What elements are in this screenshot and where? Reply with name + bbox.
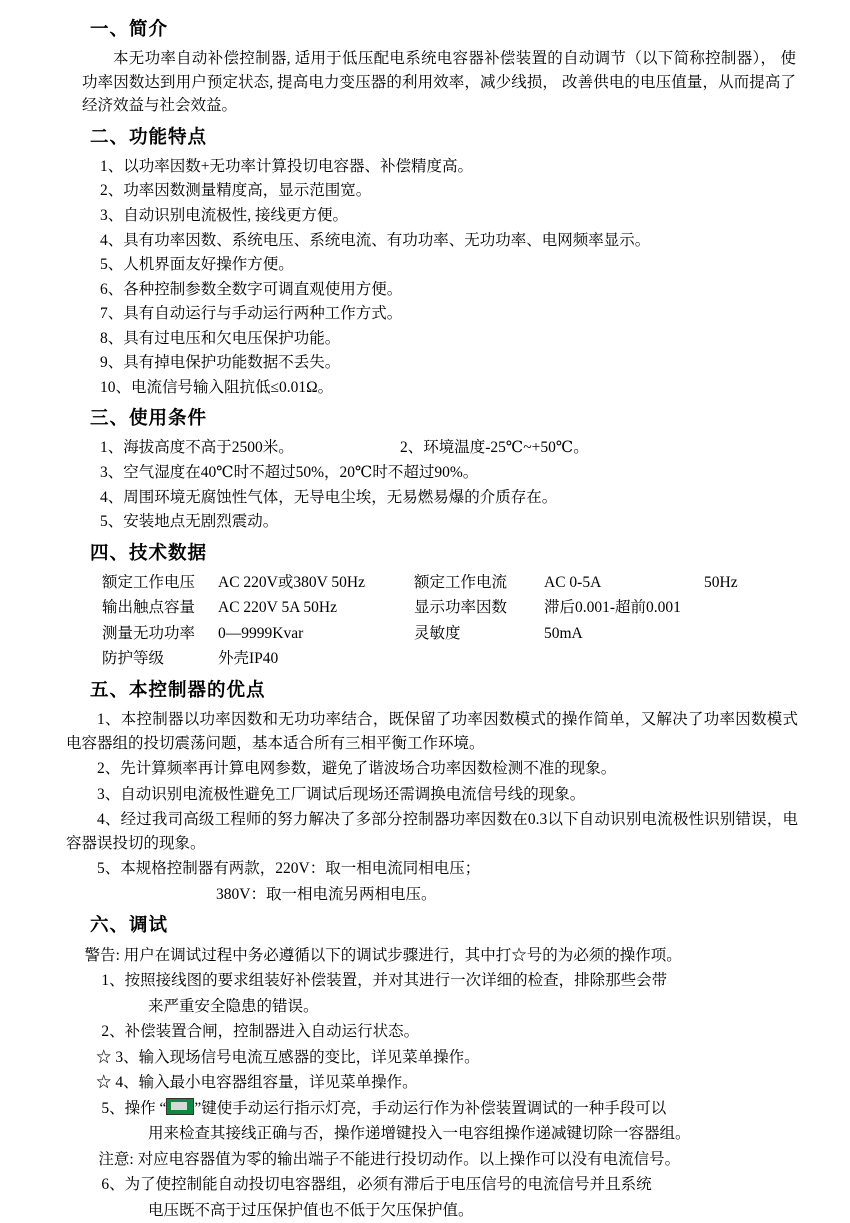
- list-item: 2、补偿装置合闸，控制器进入自动运行状态。: [101, 1023, 420, 1041]
- warning-text: 警告: 用户在调试过程中务必遵循以下的调试步骤进行，其中打☆号的为必须的操作项。: [84, 946, 682, 964]
- tech-table: [46, 571, 804, 671]
- paragraph: 本无功率自动补偿控制器, 适用于低压配电系统电容器补偿装置的自动调节（以下简称控制器）， 使功率因数达到用户预定状态, 提高电力变压器的利用效率，减少线损， 改善供电的电压值量，从而提高了经济效益与社会效益。: [82, 50, 796, 115]
- table-cell-value: 滞后0.001-超前0.001: [544, 599, 681, 617]
- list-item: 1、海拔高度不高于2500米。: [100, 439, 294, 457]
- section-heading-advantages: 五、本控制器的优点: [90, 680, 266, 701]
- list-item: 7、具有自动运行与手动运行两种工作方式。: [100, 305, 403, 323]
- table-cell-key: 显示功率因数: [414, 599, 508, 617]
- table-row: [102, 622, 804, 646]
- section-heading-intro: 一、简介: [90, 20, 169, 40]
- paragraph: 5、本规格控制器有两款，220V：取一相电流同相电压；: [97, 860, 481, 878]
- list-item-label-pre: 5、操作 “: [101, 1099, 167, 1117]
- list-item: 4、具有功率因数、系统电压、系统电流、有功功率、无功功率、电网频率显示。: [100, 231, 651, 249]
- table-cell-value: 50Hz: [704, 573, 738, 591]
- table-row: [102, 596, 804, 620]
- list-item-continuation: 用来检查其接线正确与否，操作递增键投入一电容组操作递减键切除一容器组。: [148, 1125, 691, 1143]
- list-item: 5、安装地点无剧烈震动。: [100, 513, 279, 531]
- paragraph: 2、先计算频率再计算电网参数，避免了谐波场合功率因数检测不准的现象。: [97, 760, 617, 778]
- star-mark: ☆: [96, 1048, 112, 1066]
- list-item: 5、人机界面友好操作方便。: [100, 256, 294, 274]
- list-item: 6、各种控制参数全数字可调直观使用方便。: [100, 280, 403, 298]
- section-heading-conditions: 三、使用条件: [90, 409, 208, 430]
- table-cell-value: 外壳IP40: [218, 650, 279, 668]
- table-cell-key: [414, 647, 544, 671]
- section-heading-tech: 四、技术数据: [90, 543, 208, 564]
- star-mark: ☆: [96, 1074, 112, 1092]
- list-item-starred: [66, 1046, 798, 1070]
- table-cell-key: 额定工作电压: [102, 573, 196, 591]
- section-heading-features: 二、功能特点: [90, 127, 208, 148]
- section-body-conditions: [46, 436, 804, 533]
- section-body-intro: [46, 47, 804, 118]
- list-item-label: 4、输入最小电容器组容量，详见菜单操作。: [115, 1074, 418, 1092]
- list-item: 8、具有过电压和欠电压保护功能。: [100, 329, 341, 347]
- list-item-starred: [66, 1071, 798, 1095]
- section-body-features: [46, 155, 804, 399]
- list-item: 9、具有掉电保护功能数据不丢失。: [100, 354, 341, 372]
- list-item: 1、以功率因数+无功率计算投切电容器、补偿精度高。: [100, 157, 473, 175]
- list-item-continuation: 电压既不高于过压保护值也不低于欠压保护值。: [148, 1201, 474, 1219]
- table-cell-key: 防护等级: [102, 650, 165, 668]
- section-body-advantages: [46, 708, 804, 906]
- table-cell-value: [544, 647, 704, 671]
- conditions-list: [46, 461, 804, 534]
- table-row: [102, 647, 804, 671]
- table-row: [102, 571, 804, 595]
- table-cell-value: AC 220V 5A 50Hz: [218, 599, 337, 617]
- table-cell-value: 0—9999Kvar: [218, 624, 304, 642]
- list-item: 2、环境温度-25℃~+50℃。: [400, 439, 589, 457]
- list-item: 10、电流信号输入阻抗低≤0.01Ω。: [100, 378, 334, 396]
- list-item: 6、为了使控制能自动投切电容器组，必须有滞后于电压信号的电流信号并且系统: [101, 1176, 652, 1194]
- table-cell-key: 输出触点容量: [102, 599, 196, 617]
- table-cell-key: 测量无功功率: [102, 624, 196, 642]
- list-item: 4、周围环境无腐蚀性气体，无导电尘埃，无易燃易爆的介质存在。: [100, 488, 558, 506]
- table-cell-value: AC 220V或380V 50Hz: [218, 573, 365, 591]
- conditions-row: [46, 436, 804, 460]
- table-cell-value: 50mA: [544, 624, 583, 642]
- section-body-commissioning: [46, 944, 804, 1223]
- list-item: 3、自动识别电流极性, 接线更方便。: [100, 206, 349, 224]
- section-heading-commissioning: 六、调试: [90, 916, 169, 937]
- list-item-label-post: ”键使手动运行指示灯亮，手动运行作为补偿装置调试的一种手段可以: [194, 1099, 667, 1117]
- list-item: 2、功率因数测量精度高，显示范围宽。: [100, 182, 372, 200]
- paragraph: 3、自动识别电流极性避免工厂调试后现场还需调换电流信号线的现象。: [97, 785, 586, 803]
- paragraph: 380V：取一相电流另两相电压。: [216, 885, 437, 903]
- table-cell-key: 灵敏度: [414, 624, 461, 642]
- list-item-continuation: 来严重安全隐患的错误。: [148, 997, 319, 1015]
- paragraph: 4、经过我司高级工程师的努力解决了多部分控制器功率因数在0.3以下自动识别电流极性识别错误，电容器误投切的现象。: [66, 811, 798, 852]
- table-cell-key: 额定工作电流: [414, 573, 508, 591]
- table-cell-value: AC 0-5A: [544, 573, 602, 591]
- list-item: 1、按照接线图的要求组装好补偿装置，并对其进行一次详细的检查，排除那些会带: [101, 972, 668, 990]
- manual-run-key-icon: [166, 1098, 194, 1115]
- list-item-label: 3、输入现场信号电流互感器的变比，详见菜单操作。: [115, 1048, 480, 1066]
- list-item: 3、空气湿度在40℃时不超过50%，20℃时不超过90%。: [100, 463, 479, 481]
- list-item-manual-key: [66, 1097, 798, 1121]
- paragraph: 1、本控制器以功率因数和无功功率结合，既保留了功率因数模式的操作简单，又解决了功率因数模式电容器组的投切震荡问题，基本适合所有三相平衡工作环境。: [66, 711, 798, 752]
- note-text: 注意: 对应电容器值为零的输出端子不能进行投切动作。以上操作可以没有电流信号。: [98, 1150, 681, 1168]
